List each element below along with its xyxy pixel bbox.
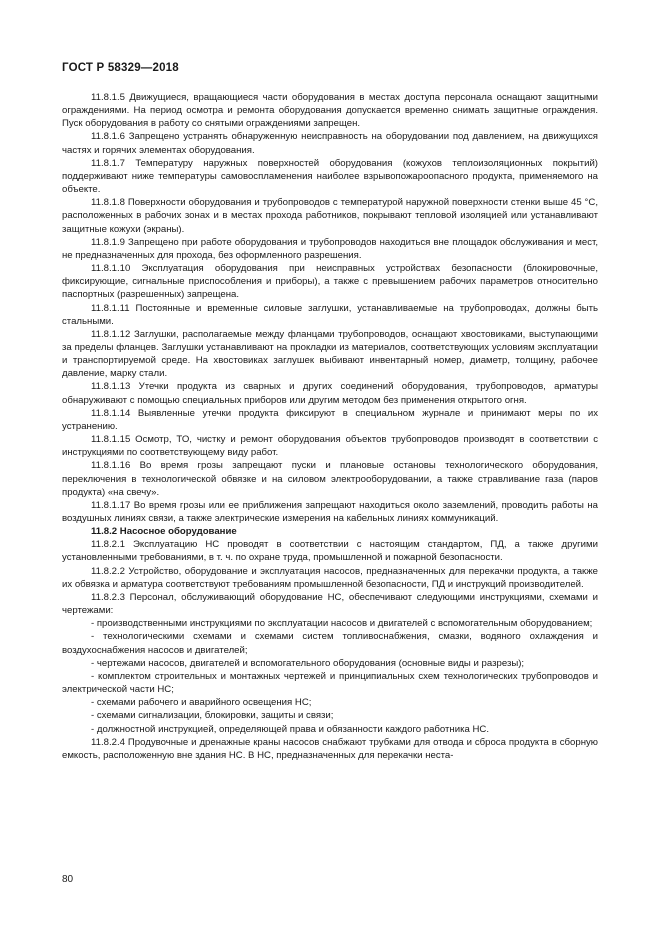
paragraph: 11.8.1.15 Осмотр, ТО, чистку и ремонт оборудования объектов трубопроводов производят в соответствии с инструкциями по соответствующему виду работ. xyxy=(62,434,598,459)
list-item: - схемами рабочего и аварийного освещения НС; xyxy=(91,697,312,709)
paragraph: 11.8.1.5 Движущиеся, вращающиеся части оборудования в местах доступа персонала оснащают защитными ограждениями. На период осмотра и ремонта оборудования допускается временно снимать защитные ограждения. Пуск оборудования в работу со снятыми ограждениями запрещен. xyxy=(62,92,598,130)
list-item: - чертежами насосов, двигателей и вспомогательного оборудования (основные виды и разрезы); xyxy=(91,657,525,669)
document-body xyxy=(62,91,598,762)
paragraph: 11.8.1.7 Температуру наружных поверхностей оборудования (кожухов теплоизоляционных покрытий) поддерживают ниже температуры самовоспламенения наиболее взрывопожароопасного продукта, применяемого на объекте. xyxy=(62,157,598,196)
paragraph: 11.8.1.10 Эксплуатация оборудования при неисправных устройствах безопасности (блокировочные, фиксирующие, сигнальные приспособления и приборы), а также с превышением рабочих параметров относительно паспортных (разрешенных) запрещена. xyxy=(62,263,598,301)
paragraph: 11.8.2.4 Продувочные и дренажные краны насосов снабжают трубками для отвода и сброса продукта в сборную емкость, расположенную вне здания НС. В НС, предназначенных для перекачки неста- xyxy=(62,736,598,761)
list-item: - схемами сигнализации, блокировки, защиты и связи; xyxy=(91,710,334,722)
paragraph: 11.8.2.2 Устройство, оборудование и эксплуатация насосов, предназначенных для перекачки продукта, а также их обвязка и арматура соответствуют требованиям промышленной безопасности, ПД и инструкций производителей. xyxy=(62,565,598,590)
paragraph: 11.8.1.9 Запрещено при работе оборудования и трубопроводов находиться вне площадок обслуживания и мест, не предназначенных для прохода, без оформленного разрешения. xyxy=(62,236,598,261)
list-item: - комплектом строительных и монтажных чертежей и принципиальных схем технологических трубопроводов и электрической части НС; xyxy=(62,670,598,696)
list-item: - производственными инструкциями по эксплуатации насосов и двигателей с вспомогательным оборудованием; xyxy=(91,618,593,630)
paragraph: 11.8.1.14 Выявленные утечки продукта фиксируют в специальном журнале и принимают меры по их устранению. xyxy=(62,407,598,432)
paragraph: 11.8.1.12 Заглушки, располагаемые между фланцами трубопроводов, оснащают хвостовиками, выступающими за пределы фланцев. Заглушки устанавливают на прокладки из материалов, соответствующих условиям эксплуатации и транспортируемой среде. На хвостовиках заглушек выбивают инвентарный номер, диаметр, толщину, рабочее давление, марку стали. xyxy=(62,328,598,380)
paragraph: 11.8.1.8 Поверхности оборудования и трубопроводов с температурой наружной поверхности стенки выше 45 °С, расположенных в рабочих зонах и в местах прохода работников, покрывают тепловой изоляцией или устанавливают защитные кожухи (экраны). xyxy=(62,197,598,235)
paragraph: 11.8.1.11 Постоянные и временные силовые заглушки, устанавливаемые на трубопроводах, должны быть стальными. xyxy=(62,302,598,327)
section-heading: 11.8.2 Насосное оборудование xyxy=(91,526,237,538)
paragraph: 11.8.1.6 Запрещено устранять обнаруженную неисправность на оборудовании под давлением, на движущихся частях и горячих элементах оборудования. xyxy=(62,131,598,156)
paragraph: 11.8.2.1 Эксплуатацию НС проводят в соответствии с настоящим стандартом, ПД, а также другими установленными требованиями, в т. ч. по охране труда, промышленной и пожарной безопасности. xyxy=(62,539,598,564)
list-item: - технологическими схемами и схемами систем топливоснабжения, смазки, водяного охлаждения и воздухоснабжения насосов и двигателей; xyxy=(62,631,598,656)
paragraph: 11.8.1.13 Утечки продукта из сварных и других соединений оборудования, трубопроводов, арматуры обнаруживают с помощью специальных приборов или другим методом без применения открытого огня. xyxy=(62,381,598,406)
paragraph: 11.8.1.17 Во время грозы или ее приближения запрещают находиться около заземлений, проводить работы на воздушных линиях связи, а также электрические измерения на кабельных линиях коммуникаций. xyxy=(62,499,598,524)
page-number: 80 xyxy=(62,874,74,885)
standard-header: ГОСТ Р 58329—2018 xyxy=(62,62,179,74)
list-item: - должностной инструкцией, определяющей права и обязанности каждого работника НС. xyxy=(91,723,490,735)
paragraph: 11.8.2.3 Персонал, обслуживающий оборудование НС, обеспечивают следующими инструкциями, схемами и чертежами: xyxy=(62,591,598,617)
paragraph: 11.8.1.16 Во время грозы запрещают пуски и плановые остановы технологического оборудования, переключения в технологической обвязке и на силовом электрооборудовании, а также стравливание газа (паров продукта) «на свечу». xyxy=(62,460,598,498)
